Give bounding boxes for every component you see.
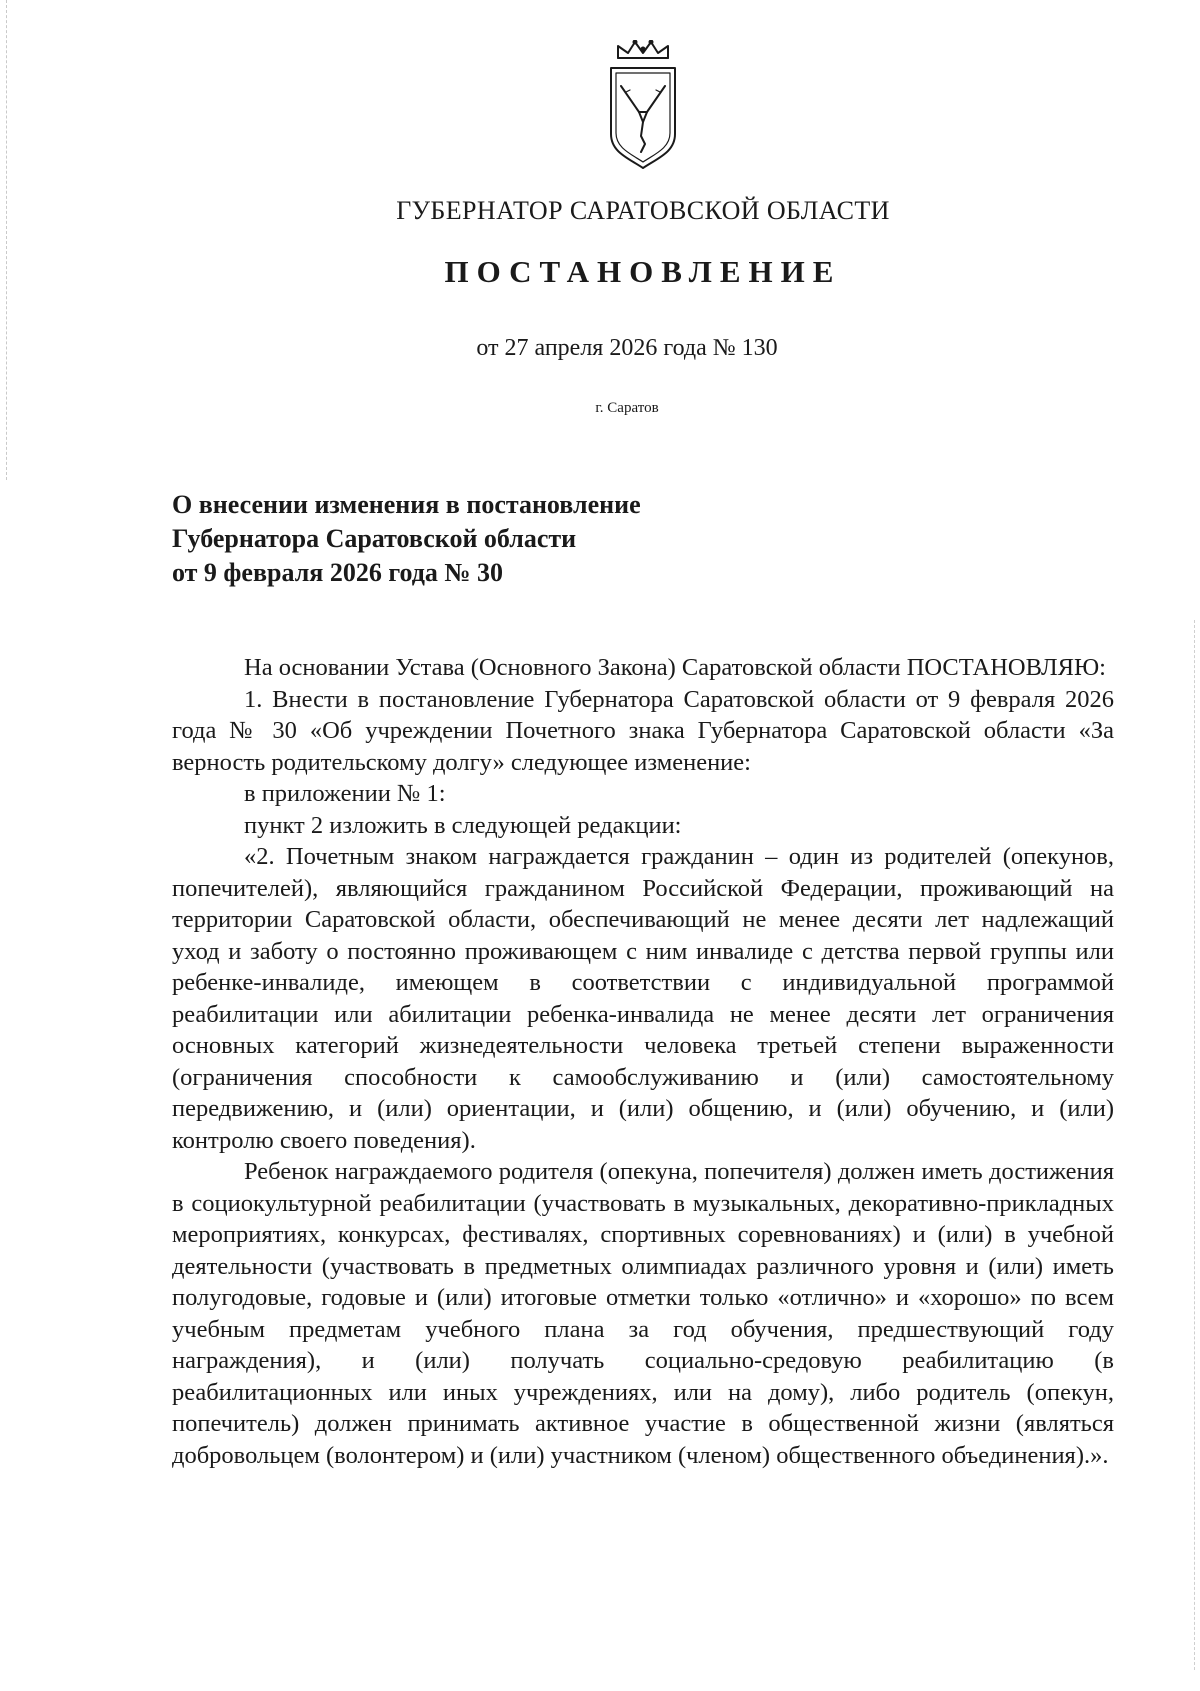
body-paragraph: 1. Внести в постановление Губернатора Саратовской области от 9 февраля 2026 года № 30 «Об учреждении Почетного знака Губернатора Саратовской области «За верность родительскому долгу» следующее изменение:: [172, 685, 1114, 776]
authority-title: ГУБЕРНАТОР САРАТОВСКОЙ ОБЛАСТИ: [396, 196, 890, 225]
document-type-title: ПОСТАНОВЛЕНИЕ: [444, 254, 842, 289]
document-date-number: от 27 апреля 2026 года № 130: [476, 335, 778, 361]
subject-line: от 9 февраля 2026 года № 30: [172, 558, 504, 587]
document-city: г. Саратов: [595, 400, 659, 416]
body-paragraph: Ребенок награждаемого родителя (опекуна, попечителя) должен иметь достижения в социокультурной реабилитации (участвовать в музыкальных, декоративно-прикладных мероприятиях, конкурсах, фестивалях, спортивных соревнованиях) и (или) в учебной деятельности (участвовать в предметных олимпиадах различного уровня и (или) иметь полугодовые, годовые и (или) итоговые отметки только «отлично» и «хорошо» по всем учебным предметам учебного плана за год обучения, предшествующий году награждения), и (или) получать социально-средовую реабилитацию (в реабилитационных или иных учреждениях, или на дому), либо родитель (опекун, попечитель) должен принимать активное участие в общественной жизни (являться добровольцем (волонтером) и (или) участником (членом) общественного объединения).».: [172, 1158, 1114, 1469]
body-paragraph: На основании Устава (Основного Закона) Саратовской области ПОСТАНОВЛЯЮ:: [244, 654, 1106, 681]
document-body: [172, 652, 1114, 1471]
document-subject: [172, 488, 872, 590]
saratov-coat-of-arms-icon: [608, 40, 678, 176]
subject-line: Губернатора Саратовской области: [172, 524, 577, 553]
body-paragraph: пункт 2 изложить в следующей редакции:: [244, 811, 682, 839]
subject-line: О внесении изменения в постановление: [172, 490, 641, 519]
scan-edge-right: [1194, 620, 1196, 1670]
body-paragraph: «2. Почетным знаком награждается гражданин – один из родителей (опекунов, попечителей), являющийся гражданином Российской Федерации, проживающий на территории Саратовской области, обеспечивающий не менее десяти лет надлежащий уход и заботу о постоянно проживающем с ним инвалиде с детства первой группы или ребенке-инвалиде, имеющем в соответствии с индивидуальной программой реабилитации или абилитации ребенка-инвалида не менее десяти лет ограничения основных категорий жизнедеятельности человека третьей степени выраженности (ограничения способности к самообслуживанию и (или) самостоятельному передвижению, и (или) ориентации, и (или) общению, и (или) обучению, и (или) контролю своего поведения).: [172, 843, 1114, 1154]
body-paragraph: в приложении № 1:: [244, 780, 446, 807]
